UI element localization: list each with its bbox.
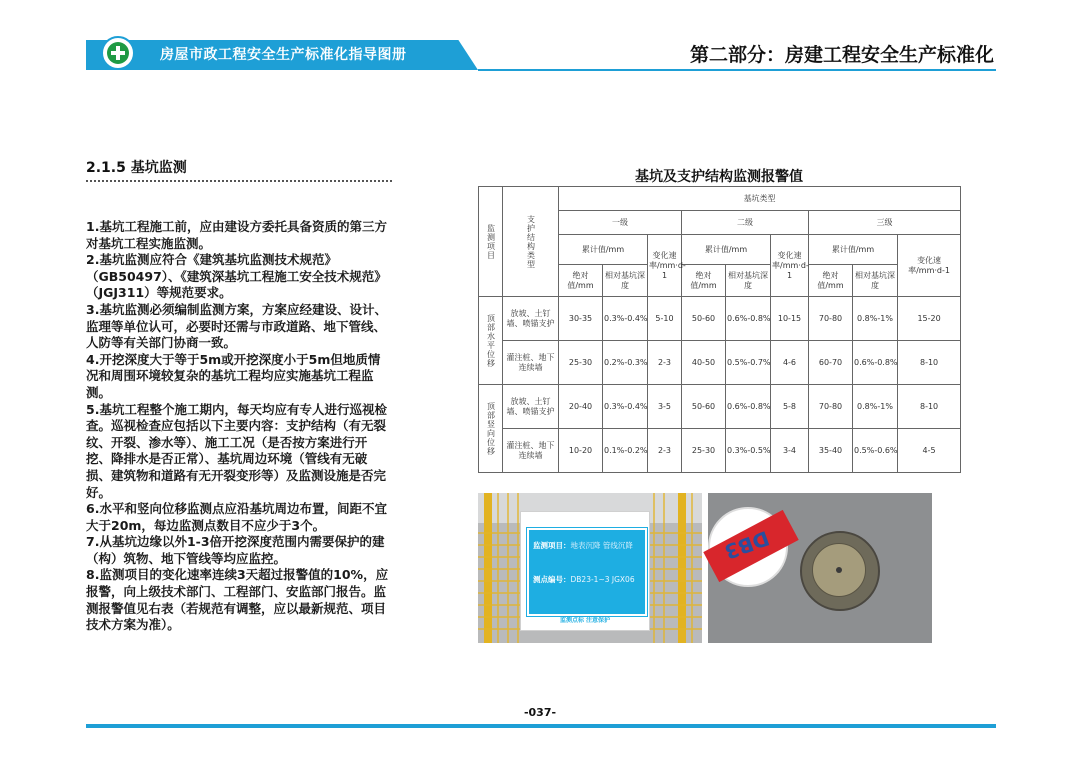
list-item: 6.水平和竖向位移监测点应沿基坑周边布置，间距不宜大于20m，每边监测点数目不应少于3个。 bbox=[86, 501, 387, 533]
section-title: 2.1.5 基坑监测 bbox=[86, 160, 187, 176]
table-cell: 0.6%-0.8% bbox=[726, 385, 771, 429]
table-cell: 0.3%-0.4% bbox=[603, 297, 648, 341]
table-cell: 0.6%-0.8% bbox=[726, 297, 771, 341]
table-row bbox=[479, 385, 961, 429]
list-item: 1.基坑工程施工前，应由建设方委托具备资质的第三方对基坑工程实施监测。 bbox=[86, 219, 387, 251]
table-cell: 2-3 bbox=[648, 429, 682, 473]
section-divider bbox=[86, 180, 392, 182]
header-absolute: 绝对值/mm bbox=[559, 265, 603, 297]
sign-item-label: 监测项目： bbox=[533, 541, 571, 550]
table-cell: 0.3%-0.5% bbox=[726, 429, 771, 473]
table-cell: 2-3 bbox=[648, 341, 682, 385]
table-row bbox=[479, 341, 961, 385]
part-title: 第二部分：房建工程安全生产标准化 bbox=[689, 44, 994, 66]
header-support-type: 支护结构类型 bbox=[503, 187, 559, 297]
sign-footer: 监测点标 注意保护 bbox=[559, 617, 611, 624]
table-cell: 4-6 bbox=[771, 341, 809, 385]
alarm-value-table bbox=[478, 186, 961, 473]
header-rate: 变化速率/mm·d-1 bbox=[648, 235, 682, 297]
list-item: 7.从基坑边缘以外1-3倍开挖深度范围内需要保护的建（构）筑物、地下管线等均应监控。 bbox=[86, 534, 385, 566]
monitoring-sign bbox=[520, 511, 650, 631]
table-cell: 40-50 bbox=[682, 341, 726, 385]
table-cell: 8-10 bbox=[898, 385, 961, 429]
table-cell: 0.6%-0.8% bbox=[853, 341, 898, 385]
settlement-point-ring bbox=[800, 531, 880, 611]
sign-code-value: DB23-1~3 JGX06 bbox=[570, 575, 635, 584]
table-row bbox=[479, 297, 961, 341]
row-item-horizontal: 顶部水平位移 bbox=[479, 297, 503, 385]
header-level-1: 一级 bbox=[559, 211, 682, 235]
marker-code: DB3 bbox=[721, 525, 773, 565]
table-cell: 50-60 bbox=[682, 385, 726, 429]
settlement-marker-photo bbox=[708, 493, 932, 643]
table-cell: 0.5%-0.6% bbox=[853, 429, 898, 473]
table-cell: 50-60 bbox=[682, 297, 726, 341]
support-type-cell: 灌注桩、地下连续墙 bbox=[503, 429, 559, 473]
table-cell: 10-15 bbox=[771, 297, 809, 341]
header-absolute: 绝对值/mm bbox=[682, 265, 726, 297]
list-item: 4.开挖深度大于等于5m或开挖深度小于5m但地质情况和周围环境较复杂的基坑工程均应实施基坑工程监测。 bbox=[86, 351, 381, 400]
list-item: 8.监测项目的变化速率连续3天超过报警值的10%，应报警，向上级技术部门、工程部门、安监部门报告。监测报警值见右表（若规范有调整，应以最新规范、项目技术方案为准）。 bbox=[86, 567, 389, 633]
header-project: 监测项目 bbox=[479, 187, 503, 297]
support-type-cell: 放坡、土钉墙、喷锚支护 bbox=[503, 385, 559, 429]
table-cell: 60-70 bbox=[809, 341, 853, 385]
table-cell: 0.8%-1% bbox=[853, 385, 898, 429]
list-item: 2.基坑监测应符合《建筑基坑监测技术规范》（GB50497）、《建筑深基坑工程施工安全技术规范》（JGJ311）等规范要求。 bbox=[86, 252, 387, 301]
table-cell: 3-5 bbox=[648, 385, 682, 429]
support-type-cell: 放坡、土钉墙、喷锚支护 bbox=[503, 297, 559, 341]
header-divider bbox=[478, 69, 996, 71]
table-cell: 0.3%-0.4% bbox=[603, 385, 648, 429]
requirements-list bbox=[86, 219, 392, 634]
sign-code-label: 测点编号： bbox=[533, 575, 571, 584]
monitoring-sign-photo bbox=[478, 493, 702, 643]
table-cell: 3-4 bbox=[771, 429, 809, 473]
header-cumulative: 累计值/mm bbox=[559, 235, 648, 265]
header-level-3: 三级 bbox=[809, 211, 961, 235]
table-cell: 20-40 bbox=[559, 385, 603, 429]
list-item: 3.基坑监测必须编制监测方案，方案应经建设、设计、监理等单位认可，必要时还需与市政道路、地下管线、人防等有关部门协商一致。 bbox=[86, 301, 387, 351]
header-relative: 相对基坑深度 bbox=[726, 265, 771, 297]
safety-cross-logo-icon bbox=[101, 36, 135, 70]
header-rate: 变化速率/mm·d-1 bbox=[898, 235, 961, 297]
header-cumulative: 累计值/mm bbox=[682, 235, 771, 265]
table-cell: 35-40 bbox=[809, 429, 853, 473]
support-type-cell: 灌注桩、地下连续墙 bbox=[503, 341, 559, 385]
table-title: 基坑及支护结构监测报警值 bbox=[635, 169, 803, 185]
header-relative: 相对基坑深度 bbox=[603, 265, 648, 297]
table-cell: 5-10 bbox=[648, 297, 682, 341]
table-cell: 25-30 bbox=[559, 341, 603, 385]
header-cumulative: 累计值/mm bbox=[809, 235, 898, 265]
table-cell: 0.5%-0.7% bbox=[726, 341, 771, 385]
header-pit-type: 基坑类型 bbox=[559, 187, 961, 211]
table-cell: 4-5 bbox=[898, 429, 961, 473]
header-absolute: 绝对值/mm bbox=[809, 265, 853, 297]
table-cell: 5-8 bbox=[771, 385, 809, 429]
table-cell: 70-80 bbox=[809, 385, 853, 429]
sign-item-value: 地表沉降 管线沉降 bbox=[570, 541, 633, 550]
row-item-vertical: 顶部竖向位移 bbox=[479, 385, 503, 473]
header-level-2: 二级 bbox=[682, 211, 809, 235]
table-cell: 0.2%-0.3% bbox=[603, 341, 648, 385]
booklet-title: 房屋市政工程安全生产标准化指导图册 bbox=[160, 47, 407, 63]
table-cell: 30-35 bbox=[559, 297, 603, 341]
table-cell: 10-20 bbox=[559, 429, 603, 473]
table-cell: 15-20 bbox=[898, 297, 961, 341]
list-item: 5.基坑工程整个施工期内，每天均应有专人进行巡视检查。巡视检查应包括以下主要内容：支护结构（有无裂纹、开裂、渗水等）、施工工况（是否按方案进行开挖、降排水是否正常）、基坑周边环境（管线有无破损、建筑物和道路有无开裂变形等）及监测设施是否完好。 bbox=[86, 401, 387, 500]
header-rate: 变化速率/mm·d-1 bbox=[771, 235, 809, 297]
marker-tag bbox=[708, 507, 788, 587]
footer-divider bbox=[86, 724, 996, 728]
table-cell: 0.1%-0.2% bbox=[603, 429, 648, 473]
page-number: -037- bbox=[523, 706, 557, 719]
table-cell: 70-80 bbox=[809, 297, 853, 341]
table-cell: 0.8%-1% bbox=[853, 297, 898, 341]
header-relative: 相对基坑深度 bbox=[853, 265, 898, 297]
table-cell: 8-10 bbox=[898, 341, 961, 385]
table-cell: 25-30 bbox=[682, 429, 726, 473]
table-row bbox=[479, 429, 961, 473]
